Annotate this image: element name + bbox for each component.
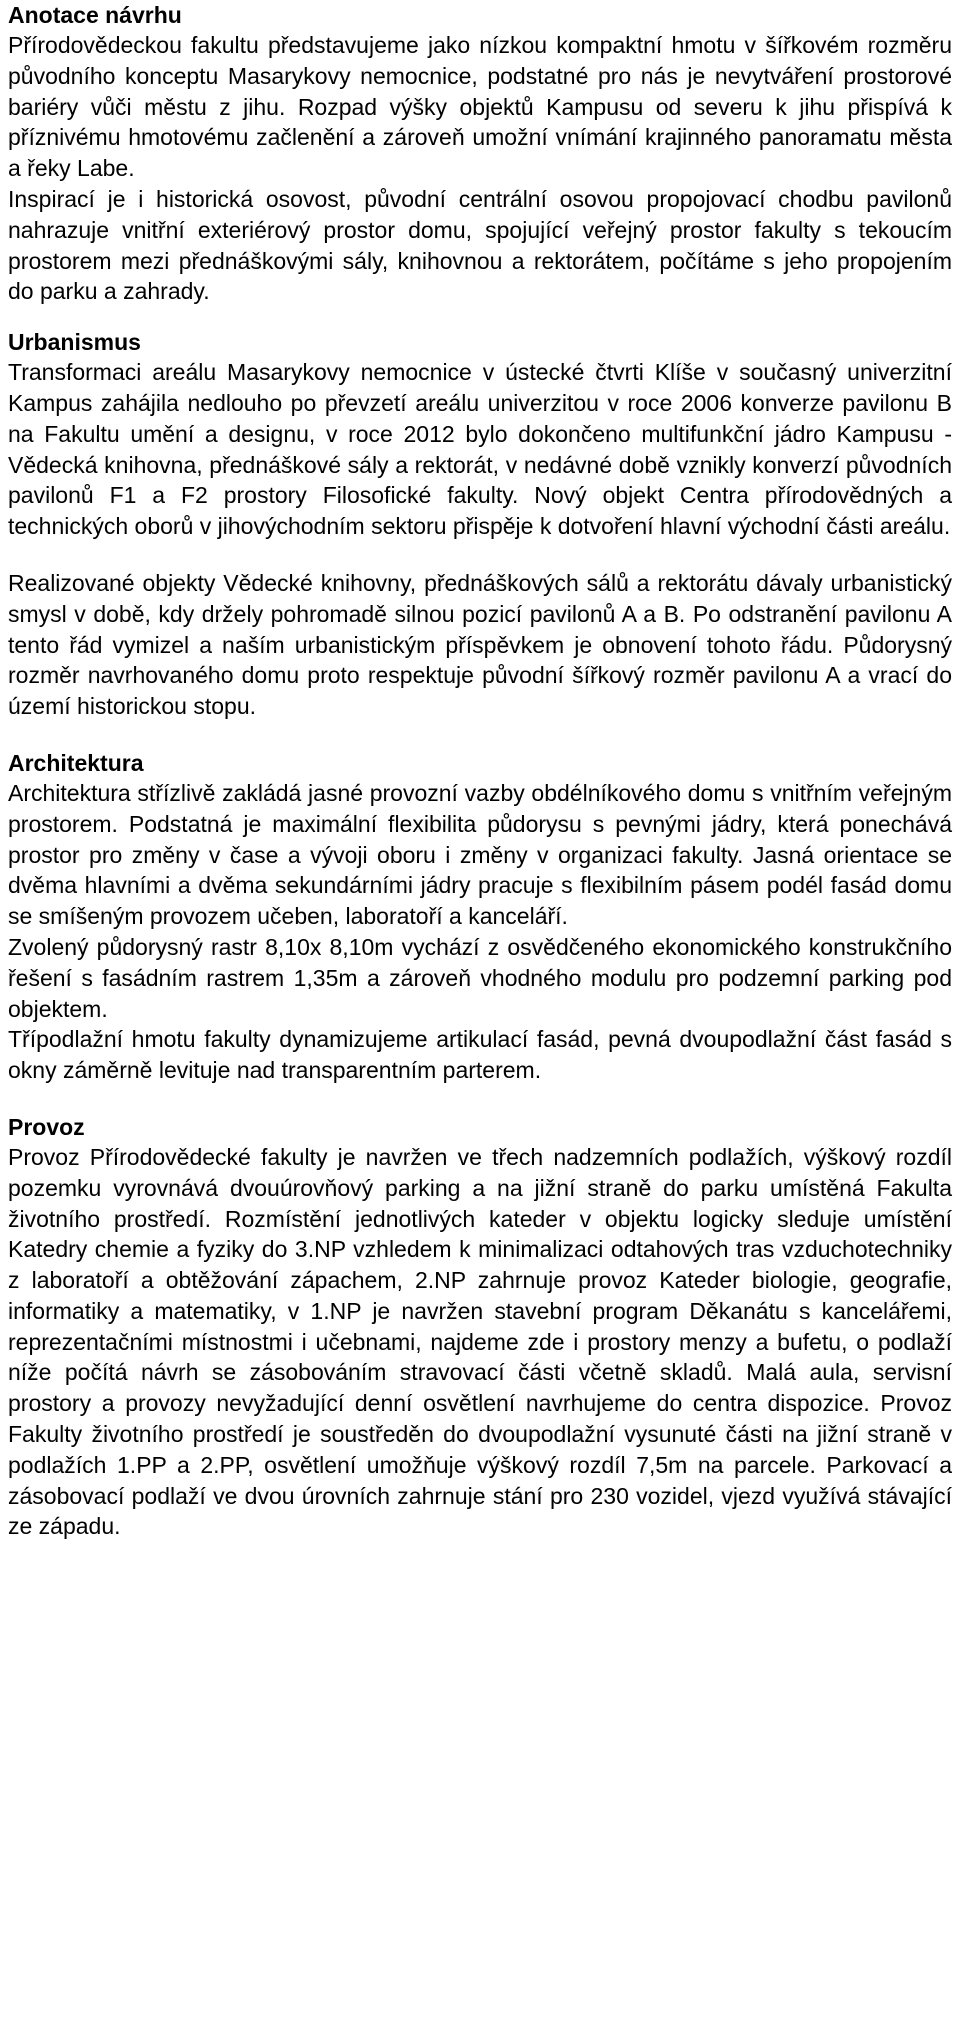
paragraph-urbanismus-2: Realizované objekty Vědecké knihovny, přednáškových sálů a rektorátu dávaly urbanistický smysl v době, kdy držely pohromadě silnou pozicí pavilonů A a B. Po odstranění pavilonu A tento řád vymizel a naším urbanistickým příspěvkem je obnovení tohoto řádu. Půdorysný rozměr navrhovaného domu proto respektuje původní šířkový rozměr pavilonu A a vrací do území historickou stopu.	[8, 569, 952, 720]
heading-urbanismus: Urbanismus	[8, 329, 141, 356]
section-architektura	[8, 748, 952, 1086]
document-page	[8, 0, 952, 1542]
spacer	[8, 542, 952, 568]
paragraph-provoz-1: Provoz Přírodovědecké fakulty je navržen ve třech nadzemních podlažích, výškový rozdíl pozemku vyrovnává dvouúrovňový parking a na jižní straně do parku umístěná Fakulta životního prostředí. Rozmístění jednotlivých kateder v objektu logicky sleduje umístění Katedry chemie a fyziky do 3.NP vzhledem k minimalizaci odtahových tras vzduchotechniky z laboratoří a obtěžování zápachem, 2.NP zahrnuje provoz Kateder biologie, geografie, informatiky a matematiky, v 1.NP je navržen stavební program Děkanátu s kancelářemi, reprezentačními místnostmi i učebnami, najdeme zde i prostory menzy a bufetu, o podlaží níže počítá návrh se zásobováním stravovací části včetně skladů. Malá aula, servisní prostory a provozy nevyžadující denní osvětlení navrhujeme do centra dispozice. Provoz Fakulty životního prostředí je soustředěn do dvoupodlažní vysunuté části na jižní straně v podlažích 1.PP a 2.PP, osvětlení umožňuje výškový rozdíl 7,5m na parcele. Parkovací a zásobovací podlaží ve dvou úrovních zahrnuje stání pro 230 vozidel, vjezd využívá stávající ze západu.	[8, 1143, 952, 1540]
paragraph-architektura-1: Architektura střízlivě zakládá jasné provozní vazby obdélníkového domu s vnitřním veřejným prostorem. Podstatná je maximální flexibilita půdorysu s pevnými jádry, která ponechává prostor pro změny v čase a vývoji oboru i změny v organizaci fakulty. Jasná orientace se dvěma hlavními a dvěma sekundárními jádry pracuje s flexibilním pásem podél fasád domu se smíšeným provozem učeben, laboratoří a kanceláří.	[8, 779, 952, 930]
section-provoz	[8, 1112, 952, 1542]
paragraph-anotace-1: Přírodovědeckou fakultu představujeme jako nízkou kompaktní hmotu v šířkovém rozměru původního konceptu Masarykovy nemocnice, podstatné pro nás je nevytváření prostorové bariéry vůči městu z jihu. Rozpad výšky objektů Kampusu od severu k jihu přispívá k příznivému hmotovému začlenění a zároveň umožní vnímání krajinného panoramatu města a řeky Labe.	[8, 32, 952, 182]
paragraph-anotace-2: Inspirací je i historická osovost, původní centrální osovou propojovací chodbu pavilonů nahrazuje vnitřní exteriérový prostor domu, spojující veřejný prostor fakulty s tekoucím prostorem mezi přednáškovými sály, knihovnou a rektorátem, počítáme s jeho propojením do parku a zahrady.	[8, 185, 952, 305]
spacer	[8, 1086, 952, 1112]
section-anotace	[8, 0, 952, 307]
section-urbanismus	[8, 327, 952, 722]
paragraph-urbanismus-1: Transformaci areálu Masarykovy nemocnice v ústecké čtvrti Klíše v současný univerzitní Kampus zahájila nedlouho po převzetí areálu univerzitou v roce 2006 konverze pavilonu B na Fakultu umění a designu, v roce 2012 bylo dokončeno multifunkční jádro Kampusu - Vědecká knihovna, přednáškové sály a rektorát, v nedávné době vznikly konverzí původních pavilonů F1 a F2 prostory Filosofické fakulty. Nový objekt Centra přírodovědných a technických oborů v jihovýchodním sektoru přispěje k dotvoření hlavní východní části areálu.	[8, 359, 952, 540]
paragraph-architektura-3: Třípodlažní hmotu fakulty dynamizujeme artikulací fasád, pevná dvoupodlažní část fasád s okny záměrně levituje nad transparentním parterem.	[8, 1026, 952, 1084]
spacer	[8, 307, 952, 327]
heading-provoz: Provoz	[8, 1113, 85, 1140]
spacer	[8, 722, 952, 748]
heading-anotace: Anotace návrhu	[8, 2, 182, 28]
paragraph-architektura-2: Zvolený půdorysný rastr 8,10x 8,10m vychází z osvědčeného ekonomického konstrukčního řešení s fasádním rastrem 1,35m a zároveň vhodného modulu pro podzemní parking pod objektem.	[8, 933, 952, 1022]
heading-architektura: Architektura	[8, 749, 144, 776]
